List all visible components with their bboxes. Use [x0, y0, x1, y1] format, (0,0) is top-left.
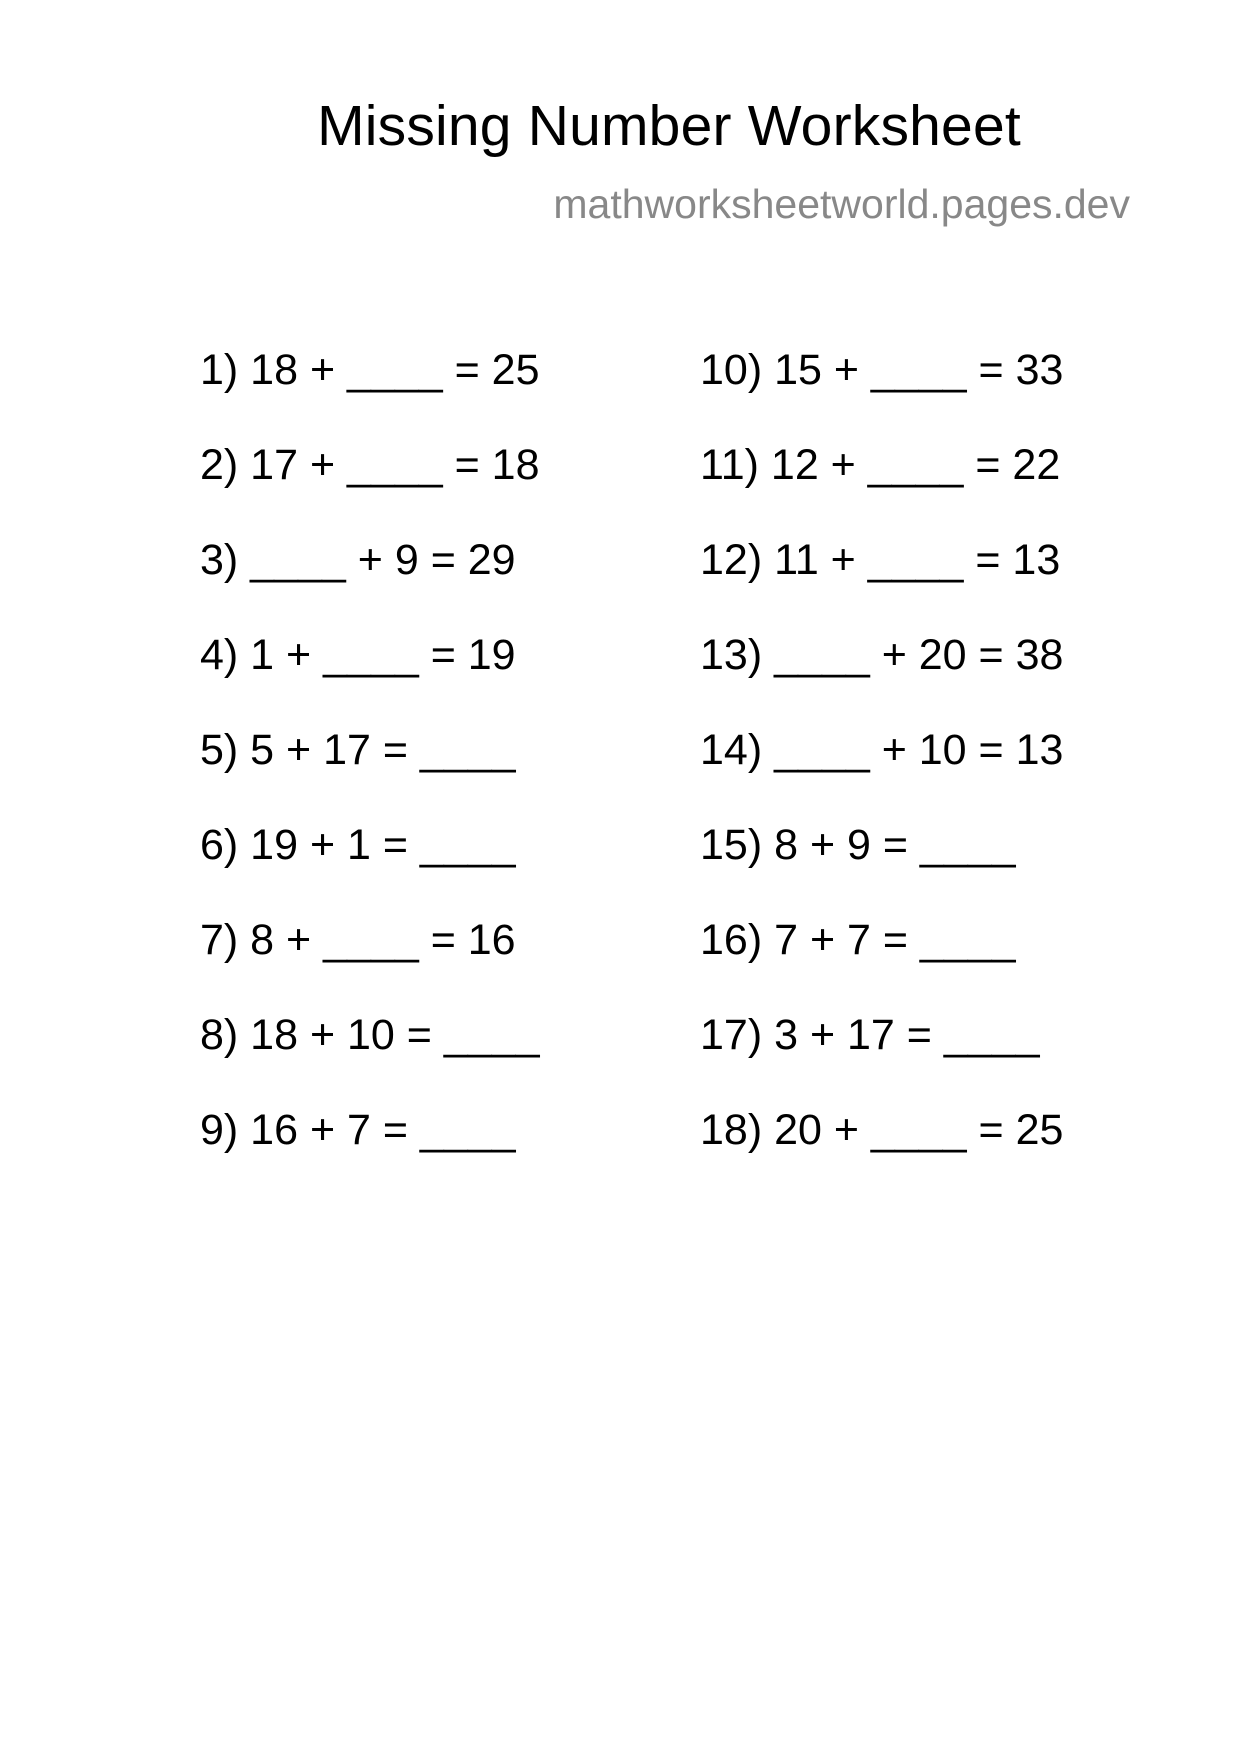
- worksheet-title: Missing Number Worksheet: [317, 94, 1021, 158]
- problem-item: 3) ____ + 9 = 29: [200, 536, 516, 584]
- problem-item: 7) 8 + ____ = 16: [200, 916, 516, 964]
- problem-item: 11) 12 + ____ = 22: [700, 441, 1061, 489]
- problem-item: 14) ____ + 10 = 13: [700, 726, 1064, 774]
- problem-item: 18) 20 + ____ = 25: [700, 1106, 1064, 1154]
- problem-item: 17) 3 + 17 = ____: [700, 1011, 1040, 1059]
- problem-item: 10) 15 + ____ = 33: [700, 346, 1064, 394]
- problem-column-right: [700, 346, 1064, 1204]
- problem-item: 12) 11 + ____ = 13: [700, 536, 1061, 584]
- problem-item: 2) 17 + ____ = 18: [200, 441, 540, 489]
- problem-item: 15) 8 + 9 = ____: [700, 821, 1016, 869]
- problem-item: 5) 5 + 17 = ____: [200, 726, 516, 774]
- problem-item: 13) ____ + 20 = 38: [700, 631, 1064, 679]
- problem-item: 16) 7 + 7 = ____: [700, 916, 1016, 964]
- worksheet-source: mathworksheetworld.pages.dev: [553, 181, 1130, 227]
- problem-item: 1) 18 + ____ = 25: [200, 346, 540, 394]
- problem-item: 9) 16 + 7 = ____: [200, 1106, 516, 1154]
- problem-item: 6) 19 + 1 = ____: [200, 821, 516, 869]
- problem-item: 4) 1 + ____ = 19: [200, 631, 516, 679]
- problem-item: 8) 18 + 10 = ____: [200, 1011, 540, 1059]
- problem-column-left: [200, 346, 540, 1204]
